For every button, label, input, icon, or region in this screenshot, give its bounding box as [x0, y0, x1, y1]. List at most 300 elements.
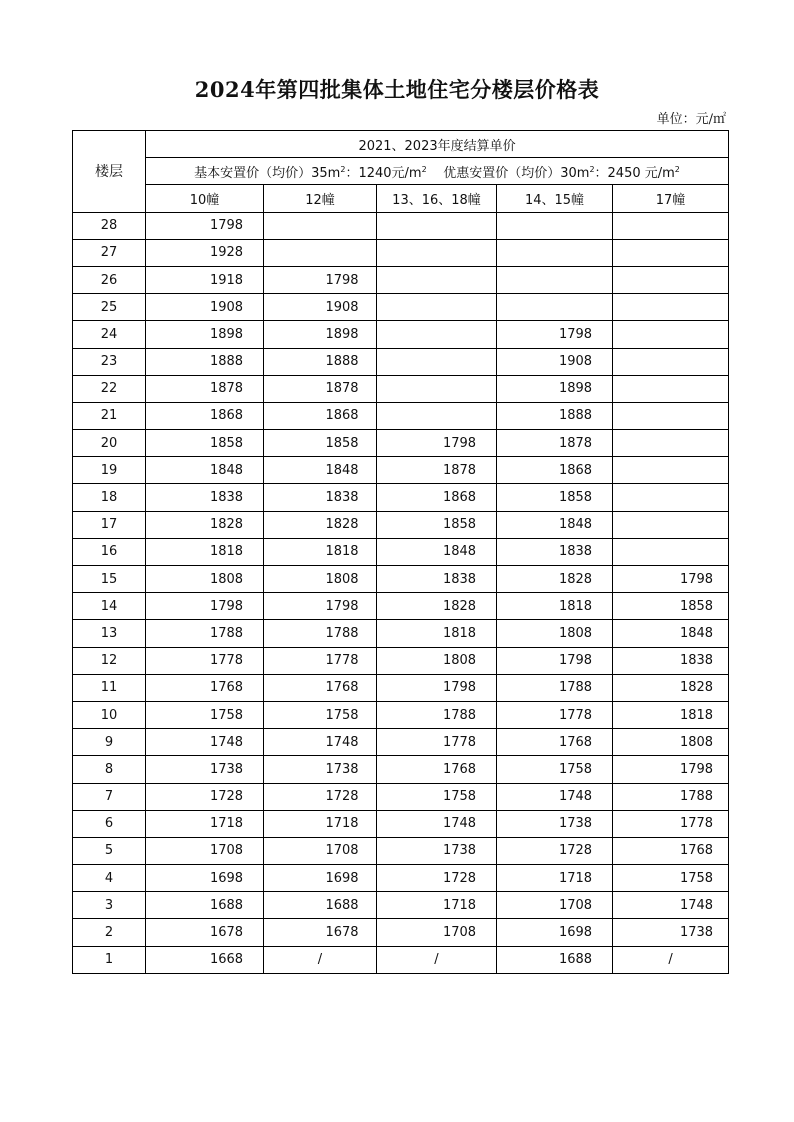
building-13-16-18-price-cell: [377, 865, 497, 892]
building-13-16-18-price: 1828: [442, 598, 477, 614]
floor-cell: 14: [73, 593, 146, 620]
building-14-15-price: 1768: [558, 734, 593, 750]
building-14-15-price: 1708: [558, 897, 593, 913]
table-row: [73, 620, 729, 647]
building-10-price: 1768: [209, 680, 244, 696]
table-row: [73, 593, 729, 620]
building-13-16-18-price: 1798: [442, 680, 477, 696]
building-10-price: 1728: [209, 789, 244, 805]
building-14-15-price-cell: [497, 892, 613, 919]
building-17-price-cell: [613, 538, 729, 565]
building-10-price: 1778: [209, 653, 244, 669]
building-12-price: 1868: [325, 408, 359, 424]
building-12-price: 1898: [325, 326, 359, 342]
building-13-16-18-price-cell: [377, 484, 497, 511]
preferential-price-value: ：2450 元/m: [594, 165, 675, 181]
table-row: [73, 294, 729, 321]
basic-price-value: ：1240元/m: [345, 165, 422, 181]
building-10-price: 1858: [209, 435, 244, 451]
floor-cell: 7: [73, 783, 146, 810]
building-13-16-18-price-cell: [377, 919, 497, 946]
building-14-15-price: 1908: [558, 354, 593, 370]
floor-cell: 9: [73, 729, 146, 756]
table-row: [73, 756, 729, 783]
building-14-15-price-cell: [497, 321, 613, 348]
building-17-price: 1848: [679, 625, 714, 641]
building-17-price: [645, 463, 697, 478]
floor-cell: 6: [73, 810, 146, 837]
building-13-16-18-price-cell: [377, 348, 497, 375]
building-10-price-cell: [146, 375, 264, 402]
table-row: [73, 783, 729, 810]
building-10-price-cell: [146, 729, 264, 756]
building-17-price-cell: [613, 511, 729, 538]
floor-column-header: 楼层: [73, 131, 146, 213]
building-10-price: 1908: [209, 299, 244, 315]
building-13-16-18-price-cell: [377, 837, 497, 864]
building-12-price: 1808: [325, 571, 359, 587]
building-12-price-cell: [264, 375, 377, 402]
building-17-price-cell: [613, 892, 729, 919]
building-10-price-cell: [146, 647, 264, 674]
building-12-price-cell: [264, 430, 377, 457]
building-13-16-18-price: 1718: [442, 897, 477, 913]
floor-cell: 18: [73, 484, 146, 511]
building-14-15-price-cell: [497, 701, 613, 728]
building-17-price-cell: [613, 919, 729, 946]
building-17-price: [645, 273, 697, 288]
building-12-price-cell: [264, 620, 377, 647]
building-17-price: [645, 436, 697, 451]
building-13-16-18-price: [414, 273, 460, 288]
building-12-price: 1818: [325, 544, 359, 560]
floor-cell: 1: [73, 946, 146, 973]
building-12-price: 1908: [325, 299, 359, 315]
building-10-price-cell: [146, 701, 264, 728]
floor-cell: 4: [73, 865, 146, 892]
building-13-16-18-price: [414, 300, 460, 315]
building-14-15-price: 1748: [558, 789, 593, 805]
building-14-15-price: 1798: [558, 326, 593, 342]
building-12-price-cell: [264, 837, 377, 864]
building-12-price: 1718: [325, 816, 359, 832]
building-17-price-cell: [613, 946, 729, 973]
building-17-price-cell: [613, 566, 729, 593]
building-17-price-cell: [613, 430, 729, 457]
building-17-price: 1798: [679, 761, 714, 777]
building-12-price-cell: [264, 810, 377, 837]
building-12-price-cell: [264, 865, 377, 892]
building-13-16-18-price: 1748: [442, 816, 477, 832]
building-14-15-price-cell: [497, 837, 613, 864]
building-12-price-cell: [264, 946, 377, 973]
building-13-16-18-price: 1738: [442, 843, 477, 859]
building-12-price: 1828: [325, 517, 359, 533]
building-10-price: 1808: [209, 571, 244, 587]
building-14-15-price-cell: [497, 620, 613, 647]
building-10-price: 1838: [209, 490, 244, 506]
building-10-price: 1698: [209, 870, 244, 886]
building-10-price-cell: [146, 294, 264, 321]
floor-cell: 16: [73, 538, 146, 565]
building-10-price-cell: [146, 783, 264, 810]
building-10-price-cell: [146, 430, 264, 457]
building-13-16-18-price: 1778: [442, 734, 477, 750]
basic-area-sup: 2: [340, 164, 346, 174]
period-header: 2021、2023年度结算单价: [146, 131, 729, 158]
building-17-price-cell: [613, 674, 729, 701]
building-13-16-18-price-cell: [377, 810, 497, 837]
building-17-price-cell: [613, 647, 729, 674]
building-12-price: 1848: [325, 462, 359, 478]
building-10-price: 1718: [209, 816, 244, 832]
floor-cell: 5: [73, 837, 146, 864]
table-row: [73, 348, 729, 375]
building-14-15-price-cell: [497, 430, 613, 457]
building-13-16-18-price: 1708: [442, 925, 477, 941]
building-14-15-price-cell: [497, 538, 613, 565]
building-14-15-price-cell: [497, 294, 613, 321]
building-14-15-price: 1718: [558, 870, 593, 886]
building-17-price-cell: [613, 593, 729, 620]
floor-cell: 13: [73, 620, 146, 647]
building-14-15-price: [534, 245, 576, 260]
building-13-16-18-price-cell: [377, 212, 497, 239]
building-10-price-cell: [146, 620, 264, 647]
building-17-price-cell: [613, 402, 729, 429]
building-14-15-price-cell: [497, 266, 613, 293]
table-row: [73, 865, 729, 892]
building-10-price: 1708: [209, 843, 244, 859]
building-10-price-cell: [146, 756, 264, 783]
building-13-16-18-price: 1808: [442, 653, 477, 669]
building-13-16-18-price-cell: [377, 266, 497, 293]
building-14-15-price: 1848: [558, 517, 593, 533]
building-17-price: [645, 517, 697, 532]
table-row: [73, 239, 729, 266]
building-17-price-cell: [613, 620, 729, 647]
building-14-15-price: 1858: [558, 490, 593, 506]
building-10-price: 1868: [209, 408, 244, 424]
building-13-16-18-price-cell: [377, 321, 497, 348]
building-14-15-price-cell: [497, 756, 613, 783]
table-row: [73, 701, 729, 728]
building-13-16-18-price-cell: [377, 729, 497, 756]
floor-cell: 11: [73, 674, 146, 701]
building-12-price-cell: [264, 593, 377, 620]
building-17-price: [645, 218, 697, 233]
building-13-16-18-price-cell: [377, 620, 497, 647]
building-10-price-cell: [146, 484, 264, 511]
building-12-price-cell: [264, 919, 377, 946]
header-row-buildings: [73, 185, 729, 212]
building-14-15-price: 1808: [558, 625, 593, 641]
building-10-price-cell: [146, 810, 264, 837]
building-10-price: 1848: [209, 462, 244, 478]
building-17-price: 1808: [679, 734, 714, 750]
building-12-price-cell: [264, 647, 377, 674]
building-17-price: 1838: [679, 653, 714, 669]
table-row: [73, 729, 729, 756]
building-12-price: [298, 245, 342, 260]
building-17-price: [645, 245, 697, 260]
building-13-16-18-price: [414, 327, 460, 342]
building-17-price: [645, 408, 697, 423]
building-17-price: 1798: [679, 571, 714, 587]
building-10-price: 1818: [209, 544, 244, 560]
building-10-price-cell: [146, 212, 264, 239]
building-14-15-price: 1898: [558, 381, 593, 397]
building-17-price: 1748: [679, 897, 714, 913]
building-13-16-18-price: 1858: [442, 517, 477, 533]
building-13-16-18-price: 1838: [442, 571, 477, 587]
building-13-16-18-price-cell: [377, 430, 497, 457]
building-10-price: 1878: [209, 381, 244, 397]
building-10-price: 1748: [209, 734, 244, 750]
building-12-price: 1878: [325, 381, 359, 397]
building-17-price-cell: [613, 266, 729, 293]
floor-cell: 3: [73, 892, 146, 919]
building-14-15-price: 1828: [558, 571, 593, 587]
floor-cell: 27: [73, 239, 146, 266]
building-10-price-cell: [146, 946, 264, 973]
building-14-15-price: 1798: [558, 653, 593, 669]
building-14-15-price-cell: [497, 212, 613, 239]
building-13-16-18-price: 1818: [442, 625, 477, 641]
building-10-price-cell: [146, 266, 264, 293]
building-14-15-price: 1838: [558, 544, 593, 560]
building-13-16-18-price: 1868: [442, 490, 477, 506]
building-12-price-cell: [264, 892, 377, 919]
building-17-price: 1738: [679, 925, 714, 941]
building-13-16-18-price: 1758: [442, 789, 477, 805]
building-12-price: 1798: [325, 598, 359, 614]
building-17-price: [645, 354, 697, 369]
building-12-price-cell: [264, 266, 377, 293]
building-12-price: 1698: [325, 870, 359, 886]
building-12-price-cell: [264, 321, 377, 348]
building-10-price: 1918: [209, 272, 244, 288]
header-row-prices: [73, 158, 729, 185]
building-17-price: [645, 327, 697, 342]
building-header-17: 17幢: [613, 185, 729, 212]
building-17-price-cell: [613, 729, 729, 756]
building-17-price: [645, 544, 697, 559]
building-17-price: [645, 381, 697, 396]
building-10-price-cell: [146, 892, 264, 919]
table-row: [73, 484, 729, 511]
building-14-15-price-cell: [497, 783, 613, 810]
building-12-price: 1768: [325, 680, 359, 696]
table-row: [73, 566, 729, 593]
table-row: [73, 892, 729, 919]
building-12-price-cell: [264, 674, 377, 701]
building-17-price: 1788: [679, 789, 714, 805]
price-basis-header: [146, 158, 729, 185]
building-10-price-cell: [146, 865, 264, 892]
building-17-price: 1818: [679, 707, 714, 723]
building-13-16-18-price: [414, 218, 460, 233]
building-header-12: 12幢: [264, 185, 377, 212]
floor-cell: 12: [73, 647, 146, 674]
building-17-price: /: [668, 952, 673, 968]
floor-cell: 28: [73, 212, 146, 239]
floor-cell: 19: [73, 457, 146, 484]
floor-cell: 26: [73, 266, 146, 293]
table-row: [73, 457, 729, 484]
building-10-price-cell: [146, 511, 264, 538]
building-12-price: 1888: [325, 354, 359, 370]
page-title: 2024年第四批集体土地住宅分楼层价格表: [194, 77, 600, 102]
building-12-price-cell: [264, 701, 377, 728]
table-row: [73, 430, 729, 457]
building-17-price-cell: [613, 810, 729, 837]
building-14-15-price-cell: [497, 946, 613, 973]
building-13-16-18-price: 1788: [442, 707, 477, 723]
building-10-price-cell: [146, 402, 264, 429]
table-row: [73, 946, 729, 973]
building-14-15-price-cell: [497, 593, 613, 620]
building-13-16-18-price-cell: [377, 402, 497, 429]
building-17-price: 1828: [679, 680, 714, 696]
building-12-price-cell: [264, 566, 377, 593]
building-10-price-cell: [146, 566, 264, 593]
building-13-16-18-price-cell: [377, 783, 497, 810]
building-14-15-price: 1788: [558, 680, 593, 696]
building-13-16-18-price: [414, 381, 460, 396]
building-10-price: 1798: [209, 218, 244, 234]
building-12-price-cell: [264, 239, 377, 266]
building-12-price: 1728: [325, 789, 359, 805]
table-row: [73, 538, 729, 565]
building-17-price-cell: [613, 837, 729, 864]
building-13-16-18-price: 1848: [442, 544, 477, 560]
building-17-price: 1758: [679, 870, 714, 886]
building-17-price-cell: [613, 348, 729, 375]
building-13-16-18-price-cell: [377, 239, 497, 266]
building-12-price: 1838: [325, 490, 359, 506]
building-10-price: 1798: [209, 598, 244, 614]
building-17-price: 1858: [679, 598, 714, 614]
table-row: [73, 511, 729, 538]
building-17-price-cell: [613, 783, 729, 810]
table-row: [73, 647, 729, 674]
building-10-price: 1758: [209, 707, 244, 723]
building-14-15-price-cell: [497, 566, 613, 593]
building-13-16-18-price: [414, 408, 460, 423]
table-row: [73, 266, 729, 293]
building-17-price: 1778: [679, 816, 714, 832]
building-10-price-cell: [146, 593, 264, 620]
building-14-15-price-cell: [497, 919, 613, 946]
building-14-15-price: 1688: [558, 952, 593, 968]
building-12-price: 1738: [325, 761, 359, 777]
building-13-16-18-price: 1768: [442, 761, 477, 777]
building-10-price-cell: [146, 837, 264, 864]
building-14-15-price: [534, 218, 576, 233]
building-12-price: 1798: [325, 272, 359, 288]
building-12-price-cell: [264, 484, 377, 511]
building-12-price-cell: [264, 212, 377, 239]
building-12-price: 1678: [325, 925, 359, 941]
building-14-15-price-cell: [497, 484, 613, 511]
building-14-15-price: 1728: [558, 843, 593, 859]
floor-cell: 15: [73, 566, 146, 593]
building-13-16-18-price-cell: [377, 674, 497, 701]
building-14-15-price-cell: [497, 375, 613, 402]
building-13-16-18-price-cell: [377, 647, 497, 674]
building-13-16-18-price-cell: [377, 566, 497, 593]
building-13-16-18-price-cell: [377, 457, 497, 484]
building-10-price-cell: [146, 674, 264, 701]
building-14-15-price-cell: [497, 729, 613, 756]
building-14-15-price: 1888: [558, 408, 593, 424]
building-12-price-cell: [264, 729, 377, 756]
building-17-price-cell: [613, 321, 729, 348]
building-12-price: 1758: [325, 707, 359, 723]
building-17-price: 1768: [679, 843, 714, 859]
building-header-14-15: 14、15幢: [497, 185, 613, 212]
floor-cell: 24: [73, 321, 146, 348]
building-10-price-cell: [146, 239, 264, 266]
building-12-price: 1788: [325, 625, 359, 641]
building-12-price: 1778: [325, 653, 359, 669]
building-13-16-18-price: [414, 354, 460, 369]
building-10-price-cell: [146, 321, 264, 348]
floor-cell: 22: [73, 375, 146, 402]
floor-cell: 10: [73, 701, 146, 728]
floor-cell: 25: [73, 294, 146, 321]
building-13-16-18-price-cell: [377, 538, 497, 565]
building-12-price-cell: [264, 457, 377, 484]
building-14-15-price-cell: [497, 402, 613, 429]
building-13-16-18-price: [414, 245, 460, 260]
building-10-price: 1688: [209, 897, 244, 913]
building-12-price-cell: [264, 783, 377, 810]
building-12-price-cell: [264, 294, 377, 321]
building-14-15-price: 1818: [558, 598, 593, 614]
building-14-15-price-cell: [497, 239, 613, 266]
building-17-price-cell: [613, 756, 729, 783]
table-row: [73, 375, 729, 402]
building-10-price: 1888: [209, 354, 244, 370]
table-row: [73, 674, 729, 701]
building-13-16-18-price-cell: [377, 294, 497, 321]
floor-cell: 23: [73, 348, 146, 375]
building-10-price: 1668: [209, 952, 244, 968]
building-12-price: 1688: [325, 897, 359, 913]
building-14-15-price-cell: [497, 865, 613, 892]
building-12-price: 1748: [325, 734, 359, 750]
building-14-15-price: 1738: [558, 816, 593, 832]
preferential-price-label: 优惠安置价（均价）30m: [443, 165, 590, 181]
building-14-15-price: 1868: [558, 462, 593, 478]
building-13-16-18-price: 1798: [442, 435, 477, 451]
pref-unit-sup: 2: [674, 164, 680, 174]
building-14-15-price: [534, 273, 576, 288]
building-13-16-18-price-cell: [377, 375, 497, 402]
building-header-13-16-18: 13、16、18幢: [377, 185, 497, 212]
price-table: [72, 130, 729, 974]
building-header-10: 10幢: [146, 185, 264, 212]
building-13-16-18-price-cell: [377, 756, 497, 783]
basic-unit-sup: 2: [421, 164, 427, 174]
building-14-15-price-cell: [497, 457, 613, 484]
floor-cell: 20: [73, 430, 146, 457]
building-13-16-18-price-cell: [377, 701, 497, 728]
floor-cell: 2: [73, 919, 146, 946]
building-10-price-cell: [146, 919, 264, 946]
